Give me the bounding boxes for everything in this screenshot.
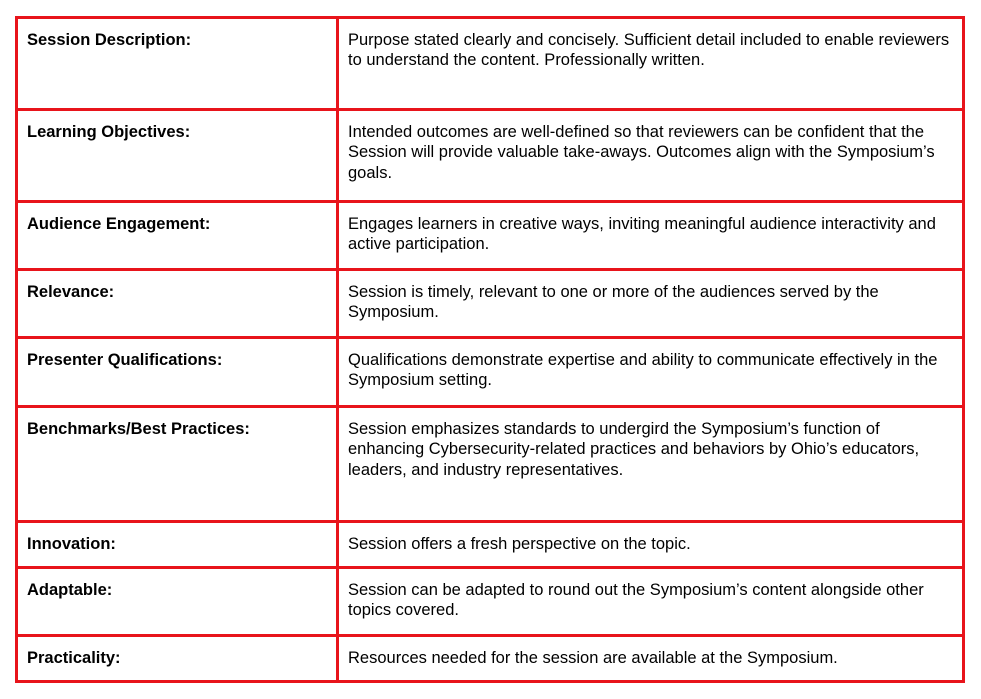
criterion-description: Engages learners in creative ways, inviting meaningful audience interactivity and active participation. (338, 202, 964, 270)
criterion-description: Session offers a fresh perspective on the topic. (338, 522, 964, 568)
criterion-label: Practicality: (17, 636, 338, 682)
table-row (17, 270, 964, 338)
criterion-label: Innovation: (17, 522, 338, 568)
criterion-label: Presenter Qualifications: (17, 338, 338, 407)
criterion-description: Purpose stated clearly and concisely. Sufficient detail included to enable reviewers to understand the content. Professionally written. (338, 18, 964, 110)
criterion-description: Qualifications demonstrate expertise and ability to communicate effectively in the Symposium setting. (338, 338, 964, 407)
criterion-label: Session Description: (17, 18, 338, 110)
criterion-label: Adaptable: (17, 568, 338, 636)
table-row (17, 568, 964, 636)
criterion-label: Audience Engagement: (17, 202, 338, 270)
criterion-label: Relevance: (17, 270, 338, 338)
table-row (17, 636, 964, 682)
criterion-label: Benchmarks/Best Practices: (17, 407, 338, 522)
table-row (17, 110, 964, 202)
criterion-label: Learning Objectives: (17, 110, 338, 202)
rubric-table (15, 16, 965, 683)
criterion-description: Session emphasizes standards to undergird the Symposium’s function of enhancing Cybersecurity-related practices and behaviors by Ohio’s educators, leaders, and industry representatives. (338, 407, 964, 522)
table-row (17, 522, 964, 568)
criterion-description: Intended outcomes are well-defined so that reviewers can be confident that the Session will provide valuable take-aways. Outcomes align with the Symposium’s goals. (338, 110, 964, 202)
table-row (17, 407, 964, 522)
table-row (17, 18, 964, 110)
table-row (17, 338, 964, 407)
criterion-description: Session is timely, relevant to one or more of the audiences served by the Symposium. (338, 270, 964, 338)
criterion-description: Session can be adapted to round out the Symposium’s content alongside other topics covered. (338, 568, 964, 636)
criterion-description: Resources needed for the session are available at the Symposium. (338, 636, 964, 682)
table-row (17, 202, 964, 270)
